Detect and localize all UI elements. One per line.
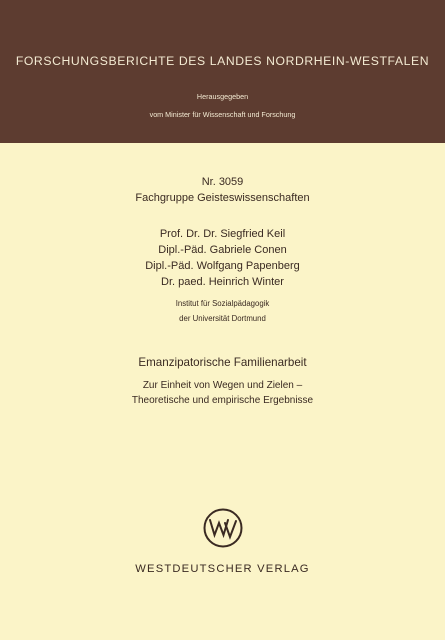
institute-block <box>0 296 445 326</box>
series-title: FORSCHUNGSBERICHTE DES LANDES NORDRHEIN-WESTFALEN <box>15 54 430 68</box>
report-number: Nr. 3059 <box>201 176 244 188</box>
institute-name: Institut für Sozialpädagogik <box>175 299 270 308</box>
editor-line-2: vom Minister für Wissenschaft und Forschung <box>149 110 296 119</box>
westdeutscher-verlag-wv-logo-icon <box>203 508 243 548</box>
book-title: Emanzipatorische Familienarbeit <box>138 356 307 369</box>
editor-line-1: Herausgegeben <box>196 92 249 101</box>
subtitle-line-2: Theoretische und empirische Ergebnisse <box>131 395 314 406</box>
subject-group: Fachgruppe Geisteswissenschaften <box>135 192 310 204</box>
series-header-band <box>0 0 445 143</box>
book-subtitle <box>0 378 445 408</box>
author: Dipl.-Päd. Gabriele Conen <box>158 244 287 256</box>
publisher-name: WESTDEUTSCHER VERLAG <box>135 563 310 575</box>
author: Dr. paed. Heinrich Winter <box>161 276 284 288</box>
university-name: der Universität Dortmund <box>179 314 266 323</box>
report-number-block <box>0 174 445 206</box>
author-list <box>0 226 445 290</box>
author: Dipl.-Päd. Wolfgang Papenberg <box>145 260 300 272</box>
subtitle-line-1: Zur Einheit von Wegen und Zielen – <box>142 380 303 391</box>
author: Prof. Dr. Dr. Siegfried Keil <box>159 228 286 240</box>
